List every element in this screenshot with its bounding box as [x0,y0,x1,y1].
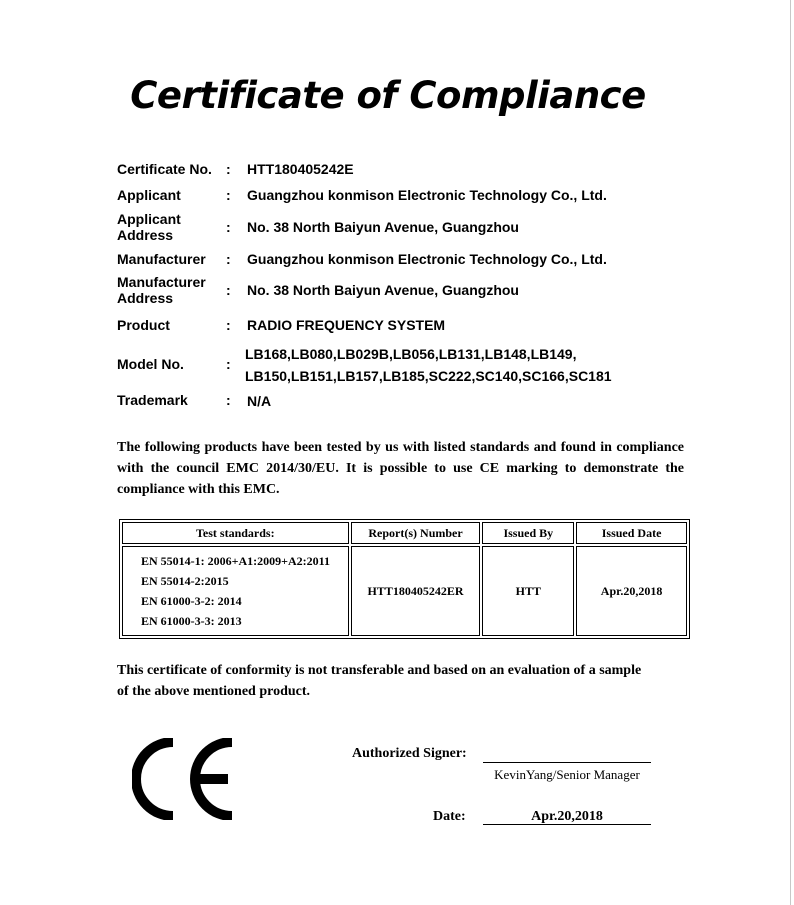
product-value: RADIO FREQUENCY SYSTEM [247,317,446,333]
applicant-address-label-line2: Address [117,227,174,243]
field-colon: : [226,356,231,372]
date-line [483,824,651,825]
manufacturer-address-label [117,274,206,306]
manufacturer-address-value: No. 38 North Baiyun Avenue, Guangzhou [247,282,519,298]
model-no-line2: LB150,LB151,LB157,LB185,SC222,SC140,SC166,SC181 [245,368,612,384]
applicant-address-label-line1: Applicant [117,211,181,227]
model-no-line1: LB168,LB080,LB029B,LB056,LB131,LB148,LB149, [245,346,577,362]
header-test-standards: Test standards: [122,522,349,544]
applicant-address-label [117,211,181,243]
issued-by-cell: HTT [482,546,574,636]
model-no-value [245,343,612,387]
table-header-row [122,522,687,544]
product-label: Product [117,317,170,333]
field-colon: : [226,251,231,267]
standard-item: EN 61000-3-3: 2013 [141,614,242,628]
field-colon: : [226,392,231,408]
standards-table [119,519,690,639]
applicant-address-value: No. 38 North Baiyun Avenue, Guangzhou [247,219,519,235]
header-report-number: Report(s) Number [351,522,481,544]
model-no-label: Model No. [117,356,184,372]
issued-date-cell: Apr.20,2018 [576,546,687,636]
standard-item: EN 55014-1: 2006+A1:2009+A2:2011 [141,554,330,568]
signature-line [483,762,651,763]
standard-item: EN 55014-2:2015 [141,574,229,588]
table-row [122,546,687,636]
field-colon: : [226,317,231,333]
field-colon: : [226,161,231,177]
certificate-no-label: Certificate No. [117,161,212,177]
field-colon: : [226,187,231,203]
standard-item: EN 61000-3-2: 2014 [141,594,242,608]
applicant-label: Applicant [117,187,181,203]
manufacturer-address-label-line1: Manufacturer [117,274,206,290]
manufacturer-label: Manufacturer [117,251,206,267]
report-number-cell: HTT180405242ER [351,546,481,636]
authorized-signer-label: Authorized Signer: [352,746,467,761]
field-colon: : [226,219,231,235]
signer-name: KevinYang/Senior Manager [494,767,640,782]
page-title: Certificate of Compliance [130,74,646,117]
date-label: Date: [433,809,466,824]
header-issued-date: Issued Date [576,522,687,544]
disclaimer-line2: of the above mentioned product. [117,684,311,699]
standards-cell [122,546,349,636]
page-edge-border [790,0,791,905]
date-value: Apr.20,2018 [531,809,603,824]
manufacturer-address-label-line2: Address [117,290,174,306]
field-colon: : [226,282,231,298]
disclaimer-line1: This certificate of conformity is not transferable and based on an evaluation of a sample [117,663,642,678]
trademark-label: Trademark [117,392,188,408]
applicant-value: Guangzhou konmison Electronic Technology Co., Ltd. [247,187,607,203]
header-issued-by: Issued By [482,522,574,544]
manufacturer-value: Guangzhou konmison Electronic Technology Co., Ltd. [247,251,607,267]
compliance-statement: The following products have been tested by us with listed standards and found in compliance with the council EMC 2014/30/EU. It is possible to use CE marking to demonstrate the compliance with this EMC. [117,440,684,497]
trademark-value: N/A [247,393,272,409]
ce-mark-logo [132,738,238,820]
certificate-no-value: HTT180405242E [247,161,354,177]
disclaimer [117,660,684,702]
